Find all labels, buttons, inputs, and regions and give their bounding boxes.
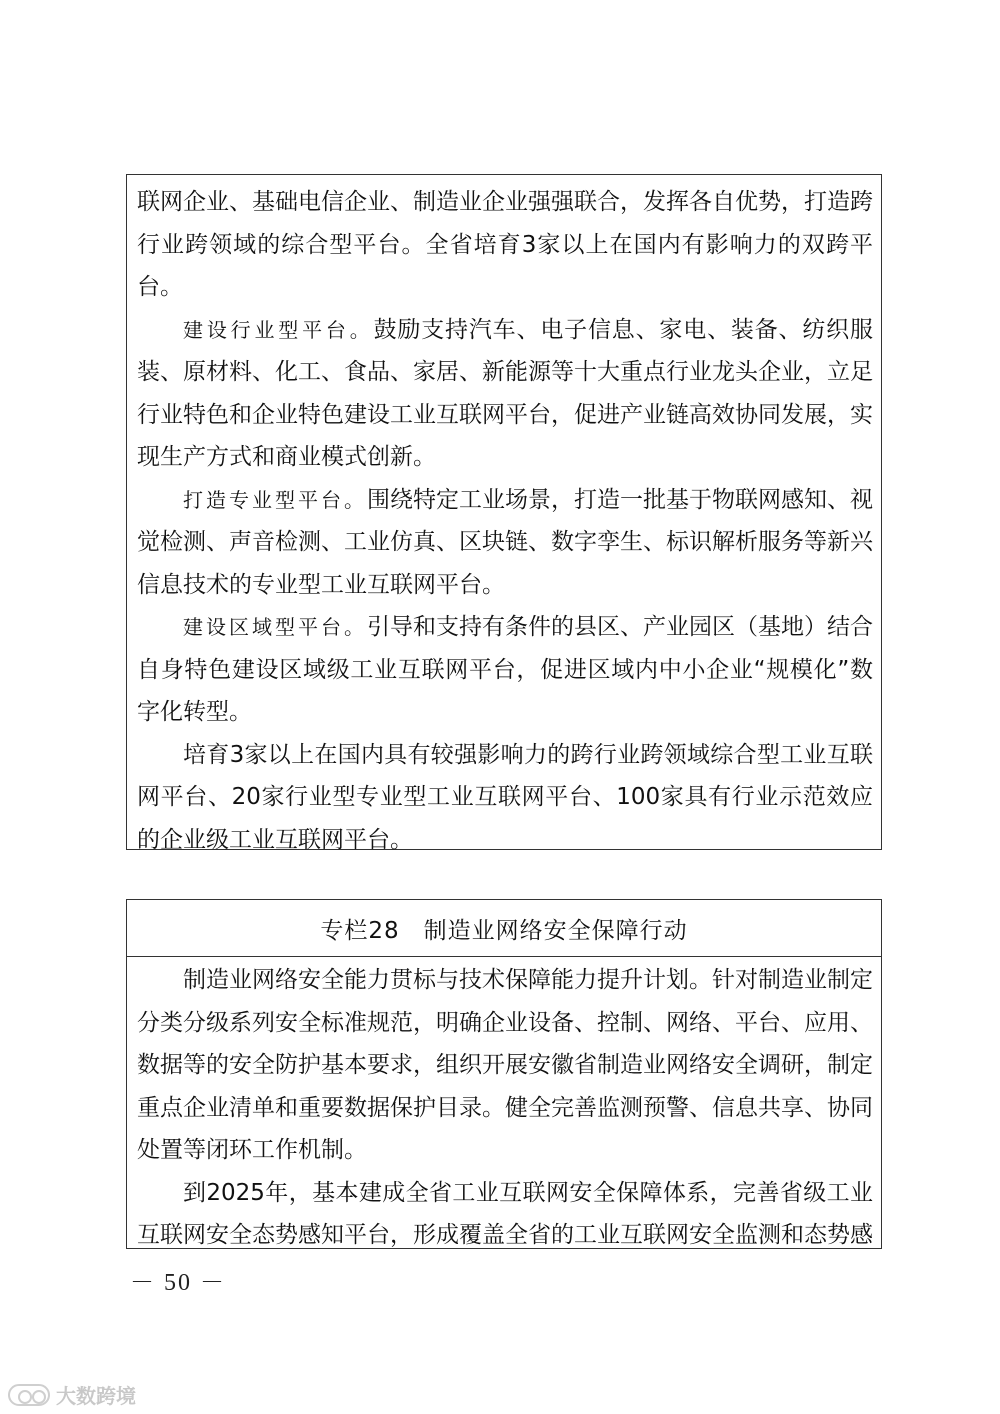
professional-platform-paragraph: [137, 479, 873, 607]
column-28-body: [127, 957, 881, 1249]
professional-platform-lead: 打造专业型平台。: [183, 487, 367, 512]
platform-target-paragraph: 培育3家以上在国内具有较强影响力的跨行业跨领域综合型工业互联网平台、20家行业型专业型工业互联网平台、100家具有行业示范效应的企业级工业互联网平台。: [137, 741, 873, 853]
platform-box: [126, 174, 882, 853]
watermark-logo-icon: [8, 1384, 50, 1406]
watermark: [8, 1380, 136, 1409]
page-number: － 50 －: [130, 1270, 226, 1296]
industry-platform-lead: 建设行业型平台。: [183, 317, 374, 342]
security-target-paragraph: 到2025年，基本建成全省工业互联网安全保障体系，完善省级工业互联网安全态势感知平台，形成覆盖全省的工业互联网安全监测和态势感: [137, 1179, 873, 1248]
industry-platform-paragraph: [137, 309, 873, 479]
industry-platform-body: 鼓励支持汽车、电子信息、家电、装备、纺织服装、原材料、化工、食品、家居、新能源等十大重点行业龙头企业，立足行业特色和企业特色建设工业互联网平台，促进产业链高效协同发展，实现生产方式和商业模式创新。: [137, 316, 874, 470]
regional-platform-paragraph: [137, 606, 873, 734]
platform-paragraph-1: 联网企业、基础电信企业、制造业企业强强联合，发挥各自优势，打造跨行业跨领域的综合型平台。全省培育3家以上在国内有影响力的双跨平台。: [137, 189, 873, 300]
column-28-box: [126, 899, 882, 1249]
security-plan-paragraph: 制造业网络安全能力贯标与技术保障能力提升计划。针对制造业制定分类分级系列安全标准规范，明确企业设备、控制、网络、平台、应用、数据等的安全防护基本要求，组织开展安徽省制造业网络安全调研，制定重点企业清单和重要数据保护目录。健全完善监测预警、信息共享、协同处置等闭环工作机制。: [137, 967, 873, 1163]
column-28-title: 专栏28 制造业网络安全保障行动: [127, 900, 881, 957]
regional-platform-body: 引导和支持有条件的县区、产业园区（基地）结合自身特色建设区域级工业互联网平台，促进区域内中小企业“规模化”数字化转型。: [137, 614, 873, 725]
watermark-text: 大数跨境: [56, 1384, 136, 1408]
professional-platform-body: 围绕特定工业场景，打造一批基于物联网感知、视觉检测、声音检测、工业仿真、区块链、数字孪生、标识解析服务等新兴信息技术的专业型工业互联网平台。: [137, 486, 873, 598]
regional-platform-lead: 建设区域型平台。: [183, 615, 367, 639]
